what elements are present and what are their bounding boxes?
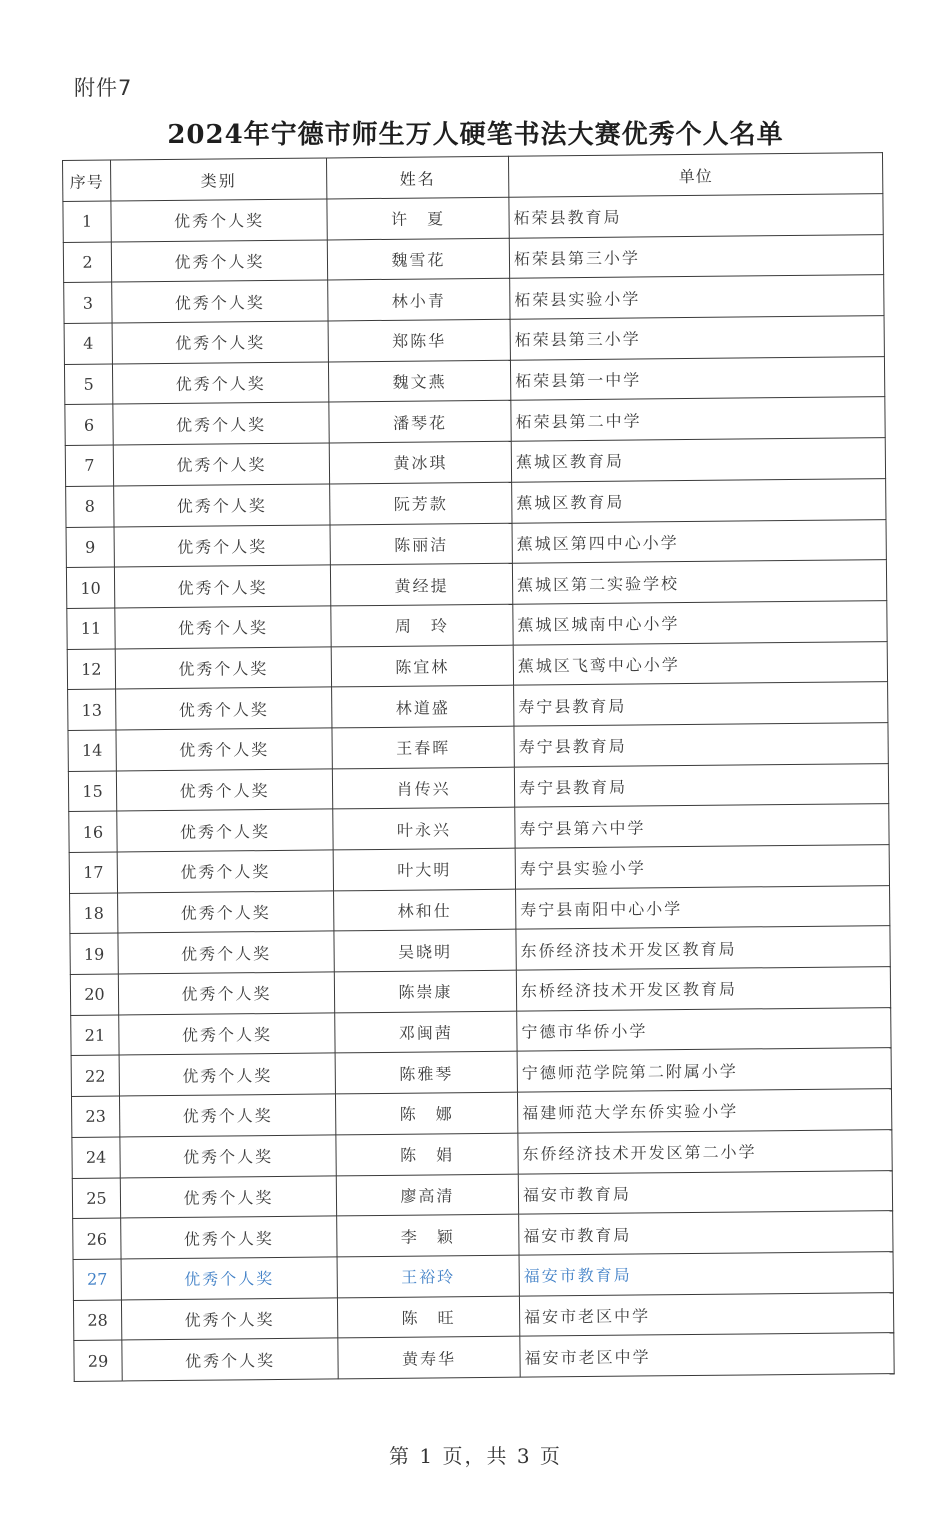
- row-unit-cell: 福建师范大学东侨实验小学: [517, 1089, 891, 1133]
- row-category-cell: 优秀个人奖: [118, 972, 334, 1015]
- row-name-cell: 王春晖: [332, 726, 514, 768]
- row-name-cell: 林道盛: [332, 685, 514, 727]
- header-index: 序号: [63, 160, 111, 201]
- row-unit-cell: 东侨经济技术开发区教育局: [516, 926, 890, 970]
- row-category-cell: 优秀个人奖: [116, 769, 332, 812]
- row-index-cell: 10: [66, 567, 114, 608]
- row-category-cell: 优秀个人奖: [113, 443, 329, 486]
- row-index-cell: 4: [64, 323, 112, 364]
- row-name-cell: 魏文燕: [328, 360, 510, 402]
- row-category-cell: 优秀个人奖: [117, 850, 333, 893]
- row-category-cell: 优秀个人奖: [115, 647, 331, 690]
- row-unit-cell: 柘荣县教育局: [509, 194, 883, 238]
- row-category-cell: 优秀个人奖: [120, 1175, 336, 1218]
- row-name-cell: 陈雅琴: [335, 1052, 517, 1094]
- document-title: 2024年宁德市师生万人硬笔书法大赛优秀个人名单: [167, 120, 784, 150]
- row-index-cell: 6: [65, 404, 113, 445]
- row-name-cell: 周 玲: [331, 604, 513, 646]
- row-category-cell: 优秀个人奖: [113, 402, 329, 445]
- page-footer: 第 1 页，共 3 页: [389, 1444, 562, 1468]
- award-list-table-container: [62, 152, 894, 1382]
- row-name-cell: 郑陈华: [328, 319, 510, 361]
- row-category-cell: 优秀个人奖: [121, 1297, 337, 1340]
- row-unit-cell: 福安市教育局: [519, 1211, 893, 1255]
- row-category-cell: 优秀个人奖: [119, 1053, 335, 1096]
- row-index-cell: 3: [64, 282, 112, 323]
- row-index-cell: 15: [68, 771, 116, 812]
- row-name-cell: 邓闽茜: [335, 1011, 517, 1053]
- row-name-cell: 陈 娟: [336, 1133, 518, 1175]
- row-name-cell: 肖传兴: [332, 767, 514, 809]
- row-index-cell: 19: [70, 933, 118, 974]
- row-unit-cell: 福安市教育局: [518, 1170, 892, 1214]
- row-category-cell: 优秀个人奖: [115, 606, 331, 649]
- row-category-cell: 优秀个人奖: [116, 728, 332, 771]
- row-index-cell: 11: [67, 608, 115, 649]
- row-name-cell: 陈宜林: [331, 645, 513, 687]
- row-unit-cell: 寿宁县南阳中心小学: [516, 885, 890, 929]
- attachment-label: 附件7: [74, 76, 133, 100]
- row-unit-cell: 柘荣县第二中学: [511, 397, 885, 441]
- row-name-cell: 林小青: [328, 279, 510, 321]
- row-unit-cell: 蕉城区第二实验学校: [512, 560, 886, 604]
- row-unit-cell: 柘荣县第一中学: [510, 356, 884, 400]
- row-category-cell: 优秀个人奖: [120, 1135, 336, 1178]
- row-name-cell: 陈 旺: [337, 1296, 519, 1338]
- row-unit-cell: 宁德师范学院第二附属小学: [517, 1048, 891, 1092]
- row-index-cell: 21: [71, 1015, 119, 1056]
- row-index-cell: 2: [63, 242, 111, 283]
- row-unit-cell: 寿宁县教育局: [514, 763, 888, 807]
- row-name-cell: 黄经提: [330, 563, 512, 605]
- row-index-cell: 7: [65, 445, 113, 486]
- award-list-table: [62, 152, 895, 1382]
- row-index-cell: 26: [73, 1218, 121, 1259]
- row-name-cell: 廖高清: [336, 1174, 518, 1216]
- row-name-cell: 叶永兴: [333, 807, 515, 849]
- row-index-cell: 24: [72, 1137, 120, 1178]
- row-name-cell: 陈崇康: [334, 970, 516, 1012]
- row-unit-cell: 柘荣县第三小学: [509, 234, 883, 278]
- row-name-cell: 叶大明: [333, 848, 515, 890]
- row-unit-cell: 东侨经济技术开发区第二小学: [518, 1129, 892, 1173]
- row-unit-cell: 福安市教育局: [519, 1251, 893, 1295]
- row-category-cell: 优秀个人奖: [122, 1338, 338, 1381]
- row-index-cell: 17: [69, 852, 117, 893]
- row-unit-cell: 宁德市华侨小学: [517, 1007, 891, 1051]
- table-row: [74, 1333, 894, 1382]
- row-category-cell: 优秀个人奖: [119, 1013, 335, 1056]
- row-index-cell: 20: [70, 974, 118, 1015]
- row-unit-cell: 柘荣县实验小学: [510, 275, 884, 319]
- row-name-cell: 黄冰琪: [329, 441, 511, 483]
- row-category-cell: 优秀个人奖: [121, 1216, 337, 1259]
- row-unit-cell: 福安市老区中学: [519, 1292, 893, 1336]
- row-name-cell: 黄寿华: [338, 1336, 520, 1378]
- row-index-cell: 23: [71, 1096, 119, 1137]
- row-name-cell: 陈 娜: [335, 1092, 517, 1134]
- header-category: 类别: [111, 158, 327, 201]
- row-name-cell: 陈丽洁: [330, 523, 512, 565]
- row-category-cell: 优秀个人奖: [111, 199, 327, 242]
- row-name-cell: 林和仕: [334, 889, 516, 931]
- row-index-cell: 18: [70, 893, 118, 934]
- row-unit-cell: 蕉城区飞鸾中心小学: [513, 641, 887, 685]
- row-category-cell: 优秀个人奖: [114, 484, 330, 527]
- row-category-cell: 优秀个人奖: [118, 891, 334, 934]
- row-unit-cell: 寿宁县教育局: [514, 682, 888, 726]
- row-index-cell: 25: [72, 1177, 120, 1218]
- row-unit-cell: 寿宁县教育局: [514, 723, 888, 767]
- row-category-cell: 优秀个人奖: [112, 321, 328, 364]
- row-index-cell: 22: [71, 1055, 119, 1096]
- row-category-cell: 优秀个人奖: [116, 687, 332, 730]
- row-category-cell: 优秀个人奖: [112, 280, 328, 323]
- row-unit-cell: 东桥经济技术开发区教育局: [516, 967, 890, 1011]
- row-index-cell: 27: [73, 1259, 121, 1300]
- row-name-cell: 潘琴花: [329, 401, 511, 443]
- row-unit-cell: 蕉城区教育局: [512, 478, 886, 522]
- row-index-cell: 12: [67, 649, 115, 690]
- row-category-cell: 优秀个人奖: [119, 1094, 335, 1137]
- row-name-cell: 王裕玲: [337, 1255, 519, 1297]
- row-index-cell: 8: [66, 486, 114, 527]
- row-category-cell: 优秀个人奖: [112, 362, 328, 405]
- row-name-cell: 阮芳款: [330, 482, 512, 524]
- row-name-cell: 许 夏: [327, 197, 509, 239]
- row-unit-cell: 福安市老区中学: [520, 1333, 894, 1377]
- row-unit-cell: 蕉城区城南中心小学: [513, 600, 887, 644]
- row-name-cell: 吴晓明: [334, 930, 516, 972]
- row-index-cell: 16: [69, 811, 117, 852]
- row-index-cell: 14: [68, 730, 116, 771]
- table-body: [63, 194, 894, 1382]
- row-unit-cell: 蕉城区第四中心小学: [512, 519, 886, 563]
- row-index-cell: 29: [74, 1340, 122, 1381]
- row-index-cell: 1: [63, 201, 111, 242]
- row-category-cell: 优秀个人奖: [111, 240, 327, 283]
- row-index-cell: 9: [66, 527, 114, 568]
- row-unit-cell: 蕉城区教育局: [511, 438, 885, 482]
- row-category-cell: 优秀个人奖: [117, 809, 333, 852]
- row-unit-cell: 寿宁县第六中学: [515, 804, 889, 848]
- row-unit-cell: 柘荣县第三小学: [510, 316, 884, 360]
- row-category-cell: 优秀个人奖: [114, 565, 330, 608]
- header-name: 姓名: [326, 156, 508, 199]
- row-index-cell: 13: [68, 689, 116, 730]
- row-name-cell: 魏雪花: [327, 238, 509, 280]
- row-index-cell: 5: [64, 364, 112, 405]
- row-category-cell: 优秀个人奖: [121, 1257, 337, 1300]
- row-index-cell: 28: [73, 1300, 121, 1341]
- row-name-cell: 李 颖: [337, 1214, 519, 1256]
- row-unit-cell: 寿宁县实验小学: [515, 845, 889, 889]
- row-category-cell: 优秀个人奖: [118, 931, 334, 974]
- row-category-cell: 优秀个人奖: [114, 524, 330, 567]
- header-unit: 单位: [508, 153, 882, 198]
